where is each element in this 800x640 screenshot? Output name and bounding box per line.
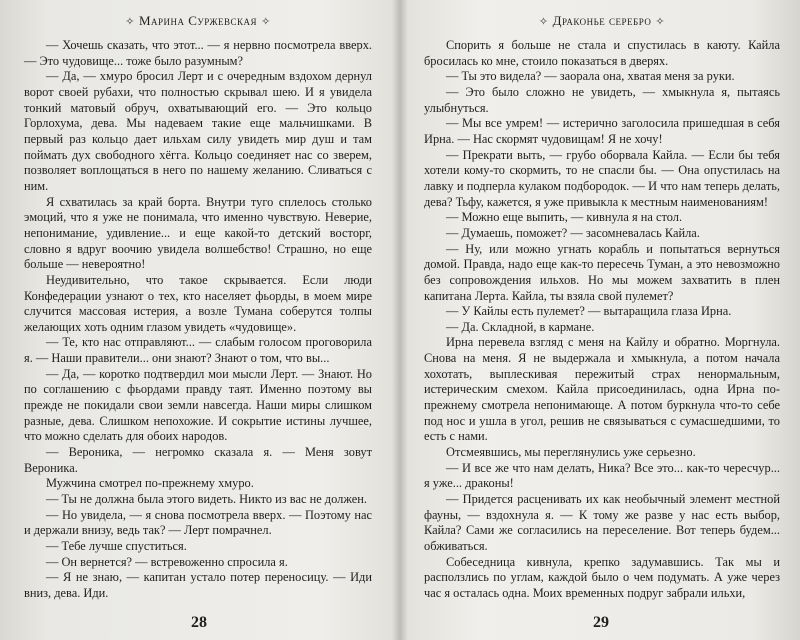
paragraph: Отсмеявшись, мы переглянулись уже серьезно. bbox=[446, 445, 696, 460]
paragraph: — Хочешь сказать, что этот... — я нервно посмотрела вверх. — Это чудовище... тоже было разумным? bbox=[24, 38, 372, 68]
paragraph: — Можно еще выпить, — кивнула я на стол. bbox=[446, 210, 683, 225]
paragraph: — Ты это видела? — заорала она, хватая меня за руки. bbox=[446, 69, 735, 84]
paragraph: — Вероника, — негромко сказала я. — Меня зовут Вероника. bbox=[24, 445, 372, 475]
paragraph: Ирна перевела взгляд с меня на Кайлу и обратно. Моргнула. Снова на меня. Я не выдержала и хмыкнула, а потом начала хохотать, выплескивая пережитый страх ненормальным, истерическим смехом. Кайла присоединилась, одна Ирна по-прежнему смотрела непонимающе. А потом буркнула что-то себе под нос и ушла в угол, решив не связываться с сумасшедшими, то есть с нами. bbox=[424, 335, 780, 444]
paragraph: — Думаешь, поможет? — засомневалась Кайла. bbox=[446, 225, 700, 240]
paragraph: Мужчина смотрел по-прежнему хмуро. bbox=[46, 476, 254, 491]
running-head-right bbox=[424, 12, 780, 30]
paragraph: — Да. Складной, в кармане. bbox=[446, 319, 595, 334]
paragraph: — Ты не должна была этого видеть. Никто из вас не должен. bbox=[46, 492, 367, 507]
paragraph: Спорить я больше не стала и спустилась в каюту. Кайла бросилась ко мне, стоило показаться в дверях. bbox=[424, 38, 780, 68]
paragraph: — Придется расценивать их как необычный элемент местной фауны, — вздохнула я. — К тому же разве у нас есть выбор, Кайла? Сами же согласились на переселение. Вот теперь будем... обживаться. bbox=[424, 492, 780, 553]
paragraph: Неудивительно, что такое скрывается. Если люди Конфедерации узнают о тех, кто населяет фьорды, в моем мире случится массовая истерия, а возле Тумана соберутся толпы желающих хоть одним глазом увидеть «чудовище». bbox=[24, 272, 372, 334]
ornament-icon: ✧ bbox=[125, 16, 135, 28]
book-title: Драконье серебро bbox=[552, 13, 652, 28]
paragraph: — У Кайлы есть пулемет? — вытаращила глаза Ирна. bbox=[446, 304, 732, 319]
paragraph: — Это было сложно не увидеть, — хмыкнула я, пытаясь улыбнуться. bbox=[424, 84, 780, 115]
paragraph: — Тебе лучше спуститься. bbox=[46, 539, 187, 553]
ornament-icon: ✧ bbox=[261, 16, 271, 28]
ornament-icon: ✧ bbox=[655, 16, 666, 28]
paragraph: — И все же что нам делать, Ника? Все это... как-то чересчур... я уже... драконы! bbox=[424, 460, 780, 491]
right-page bbox=[402, 0, 800, 640]
page-number-right: 29 bbox=[593, 614, 609, 631]
paragraph: — Он вернется? — встревоженно спросила я. bbox=[46, 554, 288, 569]
paragraph: Собеседница кивнула, крепко задумавшись. Так мы и расползлись по углам, каждой было о чем подумать. А уже через час я осталась одна. Моих временных подруг забрали ильхи, bbox=[424, 554, 780, 600]
left-page-text bbox=[24, 38, 372, 602]
author-name: Марина Суржевская bbox=[138, 13, 258, 28]
right-page-text bbox=[424, 38, 780, 602]
paragraph: — Те, кто нас отправляют... — слабым голосом проговорила я. — Наши правители... они знают? Знают о том, что вы... bbox=[24, 335, 372, 366]
paragraph: — Да, — коротко подтвердил мои мысли Лерт. — Знают. Но по соглашению с фьордами правду таят. Именно поэтому вы прежде не покидали свои земли навсегда. Наши миры слишком разные, дева. Слишком непохожие. И сокрытие истины лучшее, что можно сделать для обоих народов. bbox=[24, 366, 372, 444]
paragraph: — Но увидела, — я снова посмотрела вверх. — Поэтому нас и держали внизу, ведь так? — Лерт помрачнел. bbox=[24, 507, 372, 538]
paragraph: — Прекрати выть, — грубо оборвала Кайла. — Если бы тебя хотели кому-то скормить, то не спасли бы. — Она опустилась на лавку и подперла кулаком подбородок. — И что нам теперь делать, дева? Тьфу, кажется, я уже привыкла к местным наименованиям! bbox=[424, 147, 780, 209]
left-page bbox=[0, 0, 398, 640]
paragraph: — Мы все умрем! — истерично заголосила пришедшая в себя Ирна. — Нас скормят чудовищам! Я не хочу! bbox=[424, 116, 780, 146]
ornament-icon: ✧ bbox=[538, 16, 549, 28]
paragraph: — Да, — хмуро бросил Лерт и с очередным вздохом дернул ворот своей рубахи, что полностью скрывал шею. И я увидела тонкий матовый обруч, охватывающий его. — Это кольцо Горлохума, дева. Мы надеваем такие еще мальчишками. В первый раз кольцо дает ильхам силу увидеть мир душ и там поймать дух свободного хёгга. Кольцо соединяет нас со зверем, позволяет воплощаться в него по нашему желанию. Сливаться с ним. bbox=[24, 69, 372, 193]
paragraph: — Ну, или можно угнать корабль и попытаться вернуться домой. Правда, надо еще как-то пересечь Туман, а это невозможно без сопровождения ильхов. Но мы можем захватить в плен капитана Лерта. Кайла, ты взяла свой пулемет? bbox=[424, 241, 780, 303]
running-head-left bbox=[24, 12, 372, 30]
page-number-left: 28 bbox=[191, 614, 207, 631]
paragraph: Я схватилась за край борта. Внутри туго сплелось столько эмоций, что я уже не понимала, что именно чувствую. Неверие, непонимание, удивление... и еще какой-то детский восторг, словно я вдруг воочию увидела волшебство! Страшно, но еще больше — невероятно! bbox=[24, 194, 372, 272]
paragraph: — Я не знаю, — капитан устало потер переносицу. — Иди вниз, дева. Иди. bbox=[24, 570, 372, 600]
